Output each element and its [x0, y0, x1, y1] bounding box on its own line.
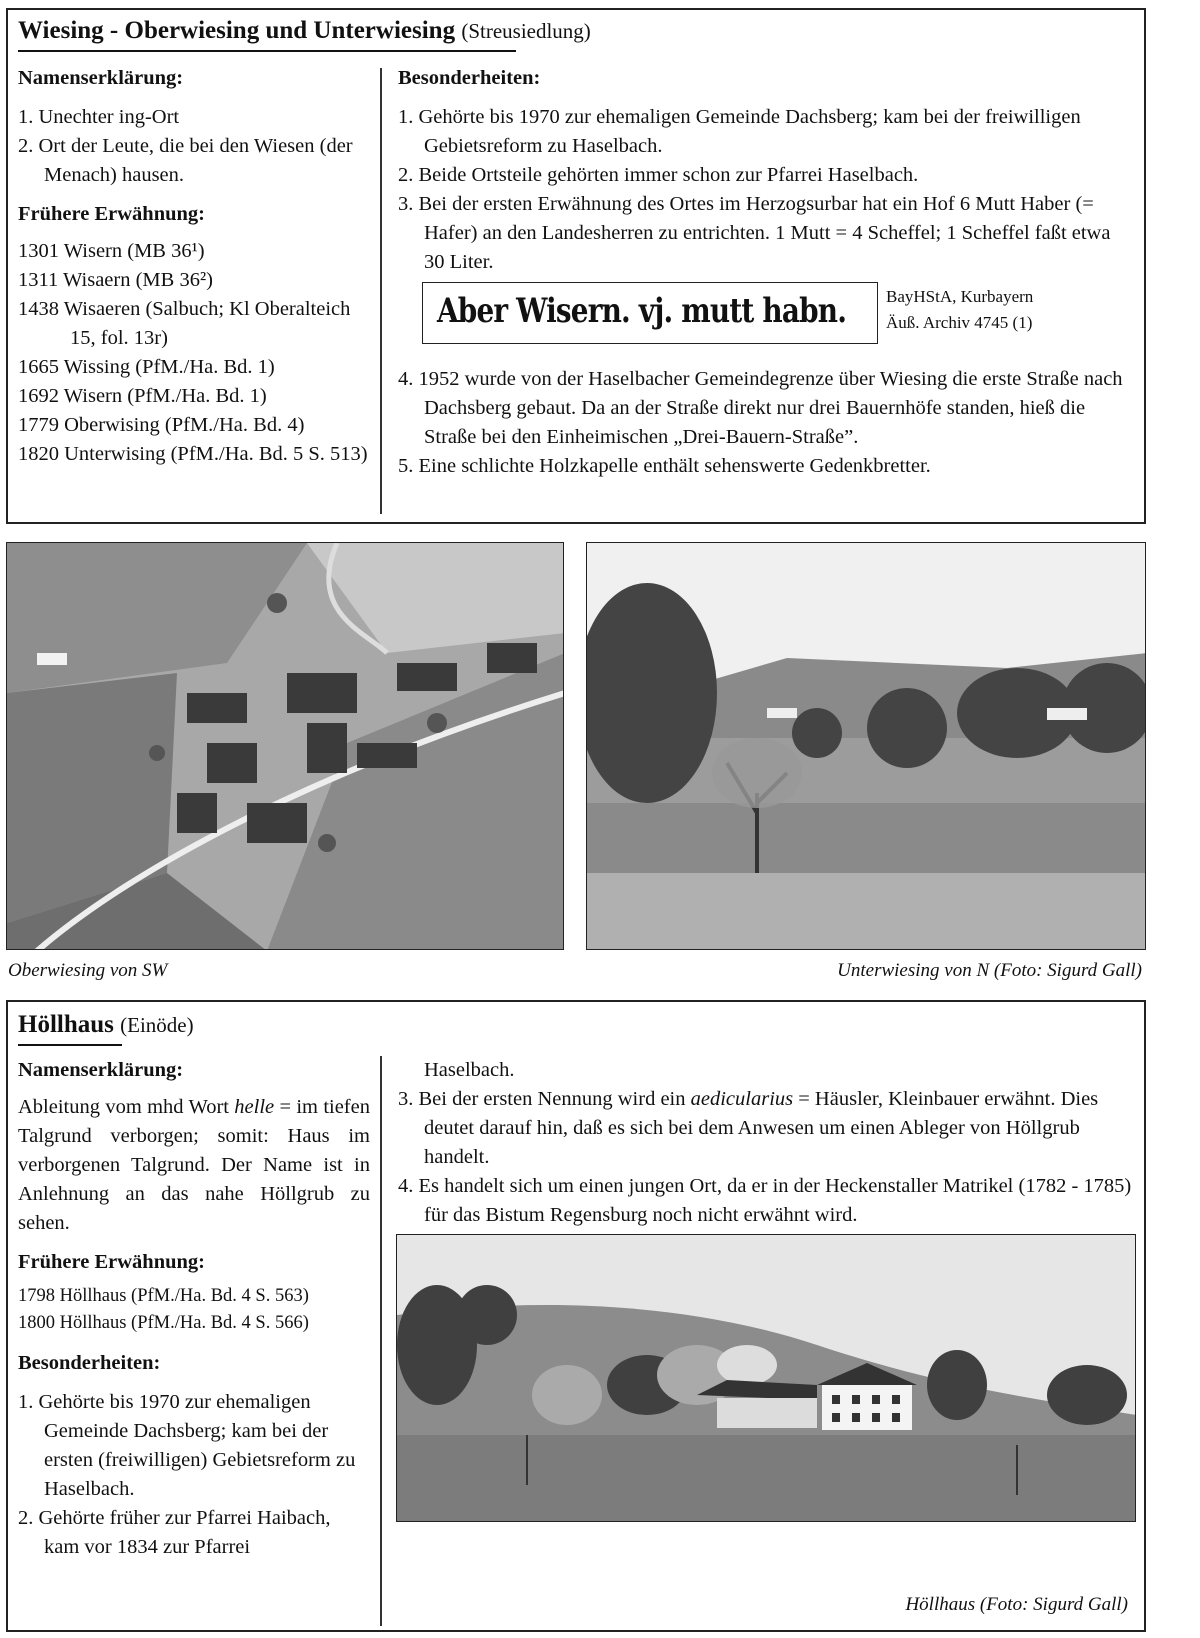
list-item: 1665 Wissing (PfM./Ha. Bd. 1) — [18, 356, 275, 378]
manuscript-citation — [886, 284, 1033, 336]
list-item: 4. 1952 wurde von der Haselbacher Gemeindegrenze über Wiesing die erste Straße nach Dachsberg gebaut. Da an der Straße direkt nur drei Bauernhöfe standen, hieß die Straße bei den Einheimischen „Drei-Bauern-Straße”. — [398, 368, 1123, 448]
hoellhaus-right-continuation: Haselbach. — [424, 1059, 515, 1081]
wiesing-title-line — [18, 16, 591, 46]
photo-oberwiesing — [6, 542, 564, 950]
photo-hoellhaus — [396, 1234, 1136, 1522]
list-item: 1301 Wisern (MB 36¹) — [18, 240, 205, 262]
wiesing-namen-list — [18, 103, 368, 190]
item3-emphasis: aedicularius — [690, 1088, 794, 1110]
citation-line: BayHStA, Kurbayern — [886, 287, 1034, 306]
wiesing-subtitle: (Streusiedlung) — [461, 19, 591, 43]
hoellhaus-namen-text — [18, 1093, 370, 1238]
hoellhaus-title-line — [18, 1010, 194, 1040]
hoellhaus-besonder-list — [18, 1388, 370, 1562]
hoellhaus-column-divider — [380, 1056, 382, 1626]
hoellhaus-title-underline — [18, 1044, 122, 1046]
list-item: 1779 Oberwising (PfM./Ha. Bd. 4) — [18, 414, 305, 436]
wiesing-box — [6, 8, 1146, 524]
hoellhaus-namen-heading: Namenserklärung: — [18, 1059, 184, 1081]
hoellhaus-besonder-list-2 — [398, 1085, 1134, 1230]
wiesing-title-underline — [18, 50, 516, 52]
hoellhaus-mentions-list — [18, 1283, 370, 1337]
list-item: 3. Bei der ersten Erwähnung des Ortes im Herzogsurbar hat ein Hof 6 Mutt Haber (= Hafer) an den Landesherren zu entrichten. 1 Mutt = 4 Scheffel; 1 Scheffel faßt etwa 30 Liter. — [398, 193, 1111, 273]
hoellhaus-title: Höllhaus — [18, 1011, 114, 1038]
wiesing-besonder-heading: Besonderheiten: — [398, 67, 541, 89]
list-item: 1800 Höllhaus (PfM./Ha. Bd. 4 S. 566) — [18, 1313, 309, 1333]
hoellhaus-subtitle: (Einöde) — [120, 1013, 194, 1037]
landscape-photo-illustration — [587, 543, 1146, 950]
list-item: 2. Beide Ortsteile gehörten immer schon zur Pfarrei Haselbach. — [398, 164, 919, 186]
namen-text-part: Ableitung vom mhd Wort — [18, 1096, 235, 1118]
caption-oberwiesing: Oberwiesing von SW — [8, 960, 168, 981]
wiesing-column-divider — [380, 68, 382, 514]
list-item: 1438 Wisaeren (Salbuch; Kl Oberalteich 15, fol. 13r) — [18, 298, 351, 349]
namen-text-part: = im tiefen Talgrund verborgen; somit: Haus im verborgenen Talgrund. Der Name ist in Anlehnung an das nahe Höllgrub zu sehen. — [18, 1096, 370, 1234]
manuscript-script: Aber Wisern. vj. mutt habn. — [437, 291, 847, 331]
wiesing-frueher-heading: Frühere Erwähnung: — [18, 203, 205, 225]
wiesing-right-column-cont — [398, 365, 1134, 481]
hoellhaus-right-column — [398, 1056, 1134, 1230]
wiesing-besonder-list-2 — [398, 365, 1134, 481]
hoellhaus-box — [6, 1000, 1146, 1632]
citation-line: Äuß. Archiv 4745 (1) — [886, 313, 1033, 332]
hoellhaus-photo-illustration — [397, 1235, 1136, 1522]
list-item — [398, 1085, 1134, 1172]
hoellhaus-left-column — [18, 1056, 370, 1562]
list-item: 1. Gehörte bis 1970 zur ehemaligen Gemeinde Dachsberg; kam bei der ersten (freiwilligen) Gebietsreform zu Haselbach. — [18, 1391, 356, 1500]
manuscript-excerpt — [422, 282, 878, 344]
list-item: 1820 Unterwising (PfM./Ha. Bd. 5 S. 513) — [18, 443, 368, 465]
hoellhaus-besonder-heading: Besonderheiten: — [18, 1352, 161, 1374]
list-item: 1692 Wisern (PfM./Ha. Bd. 1) — [18, 385, 267, 407]
aerial-photo-illustration — [7, 543, 564, 950]
item3-part: = Häusler, Kleinbauer erwähnt. Dies deutet darauf hin, daß es sich bei dem Anwesen um einen Ableger von Höllgrub handelt. — [424, 1088, 1099, 1168]
caption-hoellhaus: Höllhaus (Foto: Sigurd Gall) — [905, 1594, 1128, 1615]
list-item: 1311 Wisaern (MB 36²) — [18, 269, 213, 291]
wiesing-left-column — [18, 64, 368, 469]
wiesing-right-column — [398, 64, 1134, 277]
caption-unterwiesing: Unterwiesing von N (Foto: Sigurd Gall) — [837, 960, 1142, 981]
wiesing-title: Wiesing - Oberwiesing und Unterwiesing — [18, 17, 456, 44]
list-item: 2. Gehörte früher zur Pfarrei Haibach, kam vor 1834 zur Pfarrei — [18, 1507, 331, 1558]
wiesing-besonder-list — [398, 103, 1134, 277]
wiesing-mentions-list — [18, 237, 368, 469]
list-item: 1. Unechter ing-Ort — [18, 106, 180, 128]
list-item: 1. Gehörte bis 1970 zur ehemaligen Gemeinde Dachsberg; kam bei der freiwilligen Gebietsreform zu Haselbach. — [398, 106, 1081, 157]
namen-text-emphasis: helle — [234, 1096, 275, 1118]
list-item: 4. Es handelt sich um einen jungen Ort, da er in der Heckenstaller Matrikel (1782 - 1785) für das Bistum Regensburg noch nicht erwähnt wird. — [398, 1175, 1132, 1226]
list-item: 2. Ort der Leute, die bei den Wiesen (der Menach) hausen. — [18, 135, 353, 186]
item3-part: 3. Bei der ersten Nennung wird ein — [398, 1088, 691, 1110]
list-item: 5. Eine schlichte Holzkapelle enthält sehenswerte Gedenkbretter. — [398, 455, 931, 477]
wiesing-namen-heading: Namenserklärung: — [18, 67, 184, 89]
photo-unterwiesing — [586, 542, 1146, 950]
hoellhaus-frueher-heading: Frühere Erwähnung: — [18, 1251, 205, 1273]
list-item: 1798 Höllhaus (PfM./Ha. Bd. 4 S. 563) — [18, 1286, 309, 1306]
